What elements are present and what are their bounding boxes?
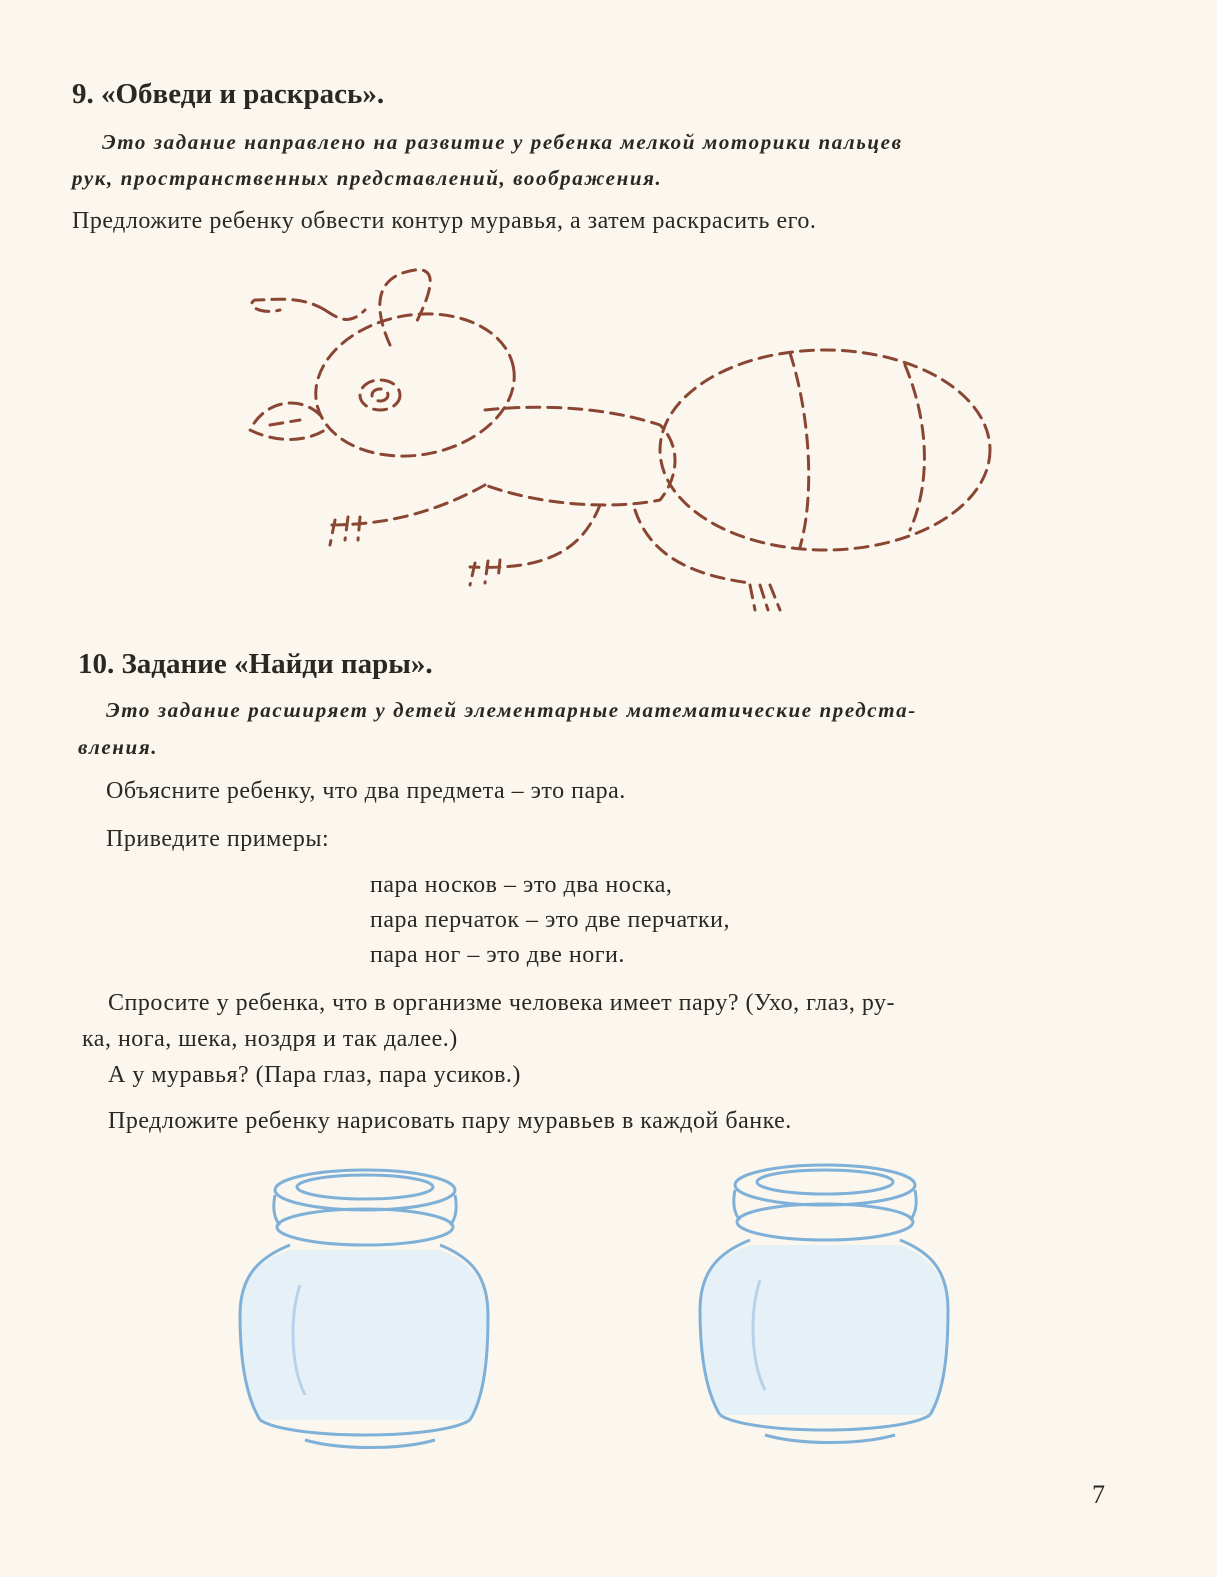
task10-question-line1: Спросите у ребенка, что в организме человека имеет пару? (Ухо, глаз, ру- <box>108 990 896 1016</box>
task10-intro-line2: вления. <box>78 735 159 759</box>
jar-illustration-left <box>230 1165 500 1455</box>
example-line: пара носков – это два носка, <box>370 872 673 898</box>
jar-illustration-right <box>690 1160 960 1450</box>
task10-intro-line1: Это задание расширяет у детей элементарные математические предста- <box>106 698 917 722</box>
task10-p1: Объясните ребенку, что два предмета – это пара. <box>106 778 626 804</box>
ant-outline-illustration <box>240 255 1010 635</box>
page-number: 7 <box>1092 1480 1106 1509</box>
task9-instruction: Предложите ребенку обвести контур муравья, а затем раскрасить его. <box>72 208 817 234</box>
task9-intro-line2: рук, пространственных представлений, воображения. <box>72 166 663 190</box>
task10-question2: А у муравья? (Пара глаз, пара усиков.) <box>108 1062 521 1088</box>
example-line: пара ног – это две ноги. <box>370 942 625 968</box>
example-line: пара перчаток – это две перчатки, <box>370 907 730 933</box>
task10-p2: Приведите примеры: <box>106 826 330 852</box>
task10-heading: 10. Задание «Найди пары». <box>78 648 433 680</box>
task9-intro-line1: Это задание направлено на развитие у ребенка мелкой моторики пальцев <box>102 130 903 154</box>
task10-question-line2: ка, нога, шека, ноздря и так далее.) <box>82 1026 458 1052</box>
task9-heading: 9. «Обведи и раскрась». <box>72 78 385 110</box>
task10-final: Предложите ребенку нарисовать пару муравьев в каждой банке. <box>108 1108 792 1134</box>
